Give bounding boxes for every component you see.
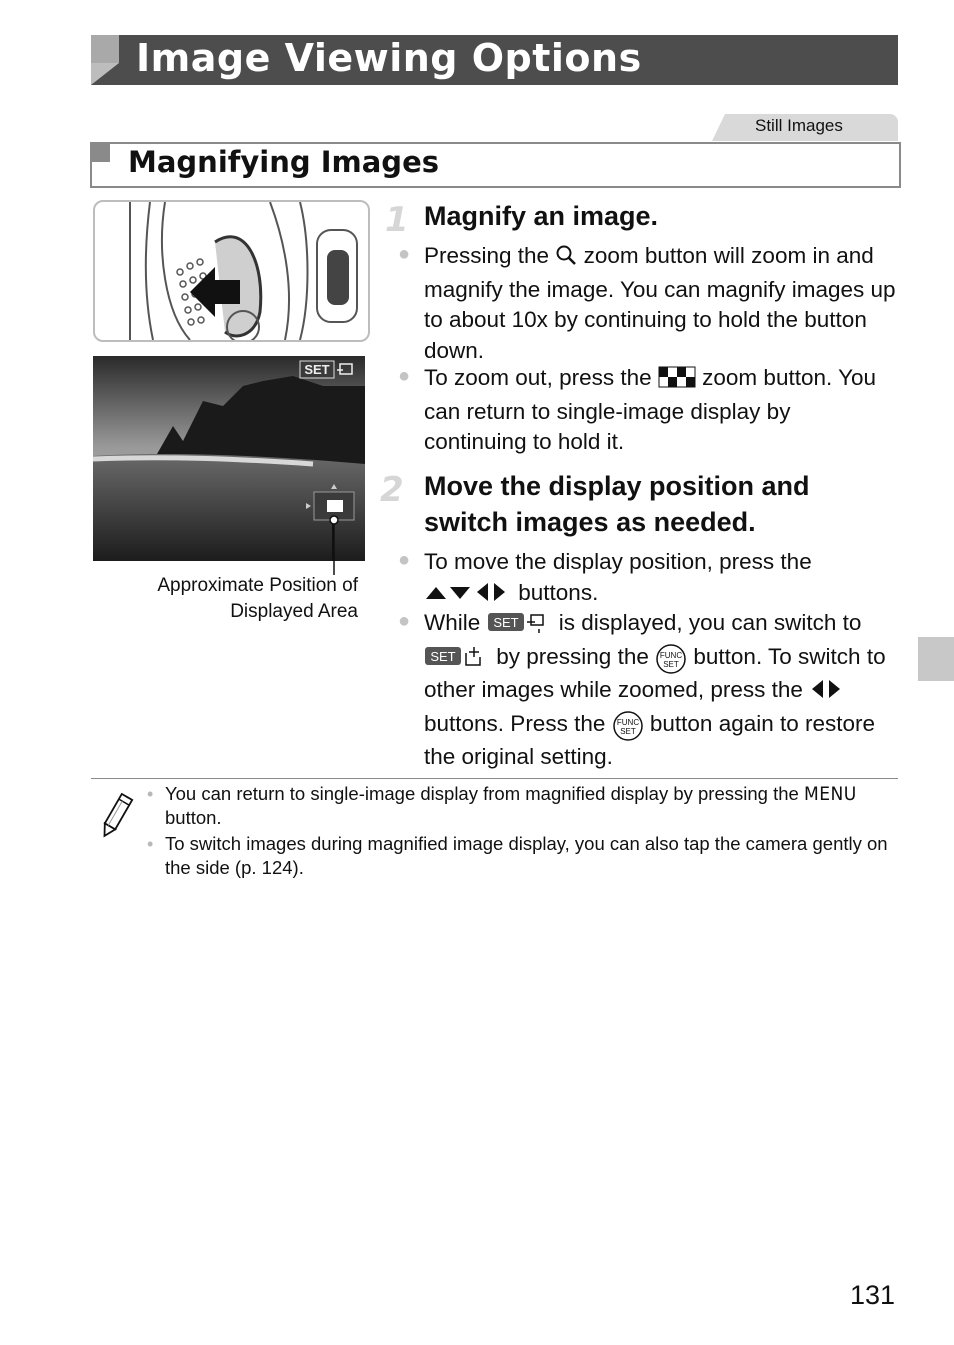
note-bullet: • [147,834,154,854]
four-direction-arrows-icon [424,581,512,612]
chapter-side-tab [918,637,954,681]
set-label: SET [492,615,519,630]
note-1 [165,782,900,830]
bullet-dot: ● [398,549,411,571]
caption-line-2: Displayed Area [230,601,358,622]
note-1-text-a: You can return to single-image display from magnified display by pressing the [165,783,799,804]
step-2-bullet-1 [424,547,899,611]
step-1-bullet-1-text-a: Pressing the [424,243,550,268]
section-corner-marker [90,142,110,162]
func-sub-label: SET [619,726,636,736]
step-2-title [424,468,899,540]
photo-set-label: SET [304,362,330,377]
camera-zoom-illustration [93,200,370,342]
note-2 [165,832,900,880]
set-rotate-icon [424,645,490,676]
position-indicator-leader [326,515,342,575]
illustration-caption [100,573,358,625]
func-set-button-icon [612,710,644,743]
step-2-bullet-2-text-b: is displayed, you can switch to [558,610,862,635]
func-set-button-icon [655,643,687,676]
step-2-title-line-1: Move the display position and [424,471,810,501]
note-bullet: • [147,784,154,804]
step-2-bullet-1-text-b: buttons. [518,579,599,605]
bullet-dot: ● [398,365,411,387]
bullet-dot: ● [398,610,411,632]
step-1-bullet-2 [424,363,899,458]
page-number: 131 [850,1280,896,1310]
note-2-text: To switch images during magnified image display, you can also tap the camera gently on the side (p. 124). [165,833,888,878]
step-1-number: 1 [385,200,409,240]
section-title: Magnifying Images [128,145,439,179]
func-label: FUNC [660,650,683,660]
step-2-title-line-2: switch images as needed. [424,507,756,537]
step-2-bullet-2-text-d: button. To switch to other images while zoomed, press the [424,643,886,702]
step-2-bullet-1-text-a: To move the display position, press the [424,549,812,574]
step-1-bullet-1-text-b: zoom button will zoom in and magnify the image. You can magnify images up to about 10x by continuing to hold the button down. [424,243,896,363]
step-1-bullet-2-text-a: To zoom out, press the [424,365,652,390]
left-right-arrows-icon [809,678,843,709]
set-label: SET [430,648,456,664]
step-2-bullet-2-text-c: by pressing the [496,643,649,669]
menu-button-label: MENU [803,783,857,805]
pencil-note-icon [97,792,135,840]
step-2-bullet-2 [424,608,899,773]
bullet-dot: ● [398,243,411,265]
set-jump-icon [487,611,553,642]
step-2-number: 2 [380,470,404,510]
func-sub-label: SET [663,659,679,669]
step-2-bullet-2-text-a: While [424,610,481,635]
still-images-tab-label: Still Images [755,116,843,135]
magnified-landscape-photo [93,356,365,561]
step-1-title: Magnify an image. [424,201,659,231]
caption-line-1: Approximate Position of [157,575,358,596]
notes-divider [91,778,898,779]
step-1-bullet-2-text-b: zoom button. You can return to single-image display by continuing to hold it. [424,365,877,454]
title-corner-marker [91,35,119,63]
magnify-zoom-icon [555,244,577,275]
index-zoom-icon [658,366,696,397]
step-2-bullet-2-text-f: button again to restore the original setting. [424,710,876,769]
func-label: FUNC [616,717,639,727]
chapter-title: Image Viewing Options [136,36,642,80]
step-2-bullet-2-text-e: buttons. Press the [424,710,606,736]
note-1-text-b: button. [165,807,222,828]
step-1-bullet-1 [424,241,899,366]
title-corner-shadow [91,63,119,85]
